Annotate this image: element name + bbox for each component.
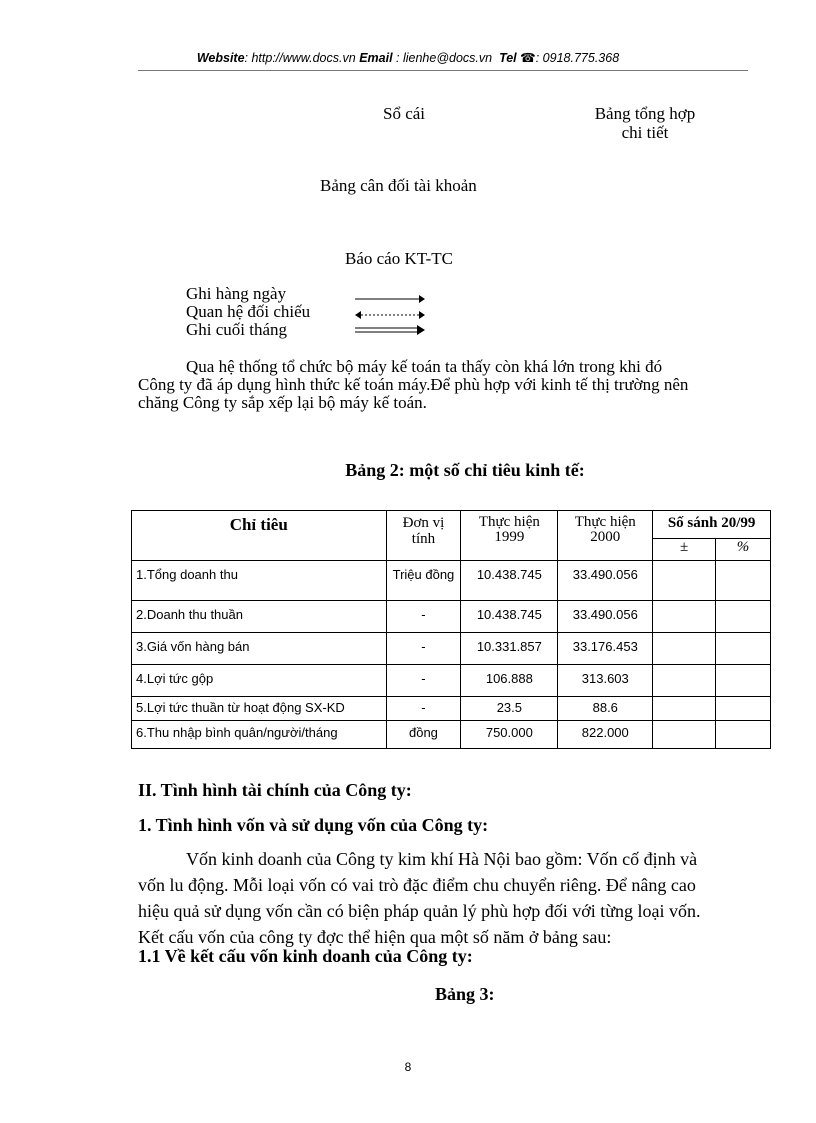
row-pct — [716, 601, 771, 633]
so-cai-label: Sổ cái — [383, 104, 426, 123]
row-unit: đồng — [386, 721, 461, 749]
bang-tong-hop-line2: chi tiết — [621, 123, 669, 142]
single-arrow-icon — [355, 292, 425, 306]
email-label: Email — [359, 51, 393, 65]
row-2000: 33.490.056 — [558, 601, 653, 633]
row-pm — [653, 697, 716, 721]
row-name: 3.Giá vốn hàng bán — [132, 633, 387, 665]
table-row — [132, 633, 771, 665]
row-pct — [716, 633, 771, 665]
capital-line-3: hiệu quả sử dụng vốn cần có biện pháp quản lý phù hợp đối với từng loại vốn. — [138, 901, 701, 921]
table-row — [132, 721, 771, 749]
capital-paragraph — [138, 846, 772, 950]
row-1999: 106.888 — [461, 665, 558, 697]
bang-tong-hop-line1: Bảng tổng hợp — [594, 104, 696, 123]
don-vi-line2: tính — [411, 531, 436, 547]
table-row — [132, 601, 771, 633]
row-pct — [716, 665, 771, 697]
legend-label-daily: Ghi hàng ngày — [186, 284, 287, 303]
row-1999: 750.000 — [461, 721, 558, 749]
row-2000: 33.176.453 — [558, 633, 653, 665]
intro-line-3: chăng Công ty sắp xếp lại bộ máy kế toán. — [138, 393, 427, 412]
table3-title: Bảng 3: — [435, 984, 495, 1004]
dotted-bidirectional-arrow-icon — [355, 308, 425, 322]
website-label: Website — [196, 51, 245, 65]
row-pct — [716, 697, 771, 721]
row-pm — [653, 633, 716, 665]
table-row — [132, 665, 771, 697]
row-unit: - — [386, 665, 461, 697]
table2-title: Bảng 2: một số chỉ tiêu kinh tế: — [345, 460, 585, 480]
row-name: 6.Thu nhập bình quân/người/tháng — [132, 721, 387, 749]
legend-label-monthly: Ghi cuối tháng — [186, 320, 288, 339]
header-divider — [138, 70, 748, 71]
economic-indicators-table — [131, 510, 771, 749]
row-2000: 33.490.056 — [558, 561, 653, 601]
row-name: 4.Lợi tức gộp — [132, 665, 387, 697]
table-row — [132, 697, 771, 721]
bang-can-doi-label: Bảng cân đối tài khoản — [320, 176, 477, 195]
subsection-1-heading: 1. Tình hình vốn và sử dụng vốn của Công ty: — [138, 815, 489, 835]
row-1999: 23.5 — [461, 697, 558, 721]
page-number: 8 — [404, 1060, 412, 1074]
row-unit: - — [386, 633, 461, 665]
col-header-don-vi — [386, 511, 461, 561]
tel-label: Tel — [499, 51, 517, 65]
col-header-1999 — [461, 511, 558, 561]
tel-value: : 0918.775.368 — [535, 51, 620, 65]
col-header-2000 — [558, 511, 653, 561]
row-pm — [653, 601, 716, 633]
bao-cao-label: Báo cáo KT-TC — [345, 249, 453, 268]
page-header — [0, 50, 816, 65]
th2000-line2: 2000 — [590, 529, 621, 545]
capital-line-1: Vốn kinh doanh của Công ty kim khí Hà Nội bao gồm: Vốn cố định và — [186, 849, 698, 869]
email-value: : lienhe@docs.vn — [396, 51, 493, 65]
row-unit: - — [386, 697, 461, 721]
col-header-so-sanh: Số sánh 20/99 — [653, 511, 771, 539]
row-unit: Triệu đồng — [386, 561, 461, 601]
row-name: 1.Tổng doanh thu — [132, 561, 387, 601]
capital-line-2: vốn lu động. Mỗi loại vốn có vai trò đặc điểm chu chuyển riêng. Để nâng cao — [138, 875, 696, 895]
th2000-line1: Thực hiện — [574, 514, 636, 530]
intro-line-2: Công ty đã áp dụng hình thức kế toán máy.Để phù hợp với kinh tế thị trường nên — [138, 375, 689, 394]
row-2000: 313.603 — [558, 665, 653, 697]
col-header-plus-minus: ± — [653, 539, 716, 561]
row-name: 2.Doanh thu thuần — [132, 601, 387, 633]
double-arrow-icon — [355, 323, 425, 337]
phone-icon: ☎ — [520, 51, 536, 65]
row-1999: 10.438.745 — [461, 601, 558, 633]
col-header-chi-tieu: Chỉ tiêu — [132, 511, 387, 561]
website-value: : http://www.docs.vn — [244, 51, 356, 65]
row-1999: 10.438.745 — [461, 561, 558, 601]
subsection-1-1-heading: 1.1 Về kết cấu vốn kinh doanh của Công ty: — [138, 946, 473, 966]
row-pm — [653, 721, 716, 749]
table-row — [132, 561, 771, 601]
bang-tong-hop-label — [560, 104, 730, 142]
th1999-line1: Thực hiện — [478, 514, 540, 530]
don-vi-line1: Đơn vị — [402, 515, 445, 531]
row-name: 5.Lợi tức thuần từ hoạt động SX-KD — [132, 697, 387, 721]
th1999-line2: 1999 — [494, 529, 525, 545]
row-2000: 88.6 — [558, 697, 653, 721]
legend-label-reconcile: Quan hệ đối chiếu — [186, 302, 311, 321]
col-header-percent: % — [716, 539, 771, 561]
row-pm — [653, 665, 716, 697]
capital-line-4: Kết cấu vốn của công ty đợc thể hiện qua một số năm ở bảng sau: — [138, 927, 612, 947]
row-1999: 10.331.857 — [461, 633, 558, 665]
row-unit: - — [386, 601, 461, 633]
intro-line-1: Qua hệ thống tổ chức bộ máy kế toán ta thấy còn khá lớn trong khi đó — [186, 357, 663, 376]
section-2-heading: II. Tình hình tài chính của Công ty: — [138, 780, 412, 800]
intro-paragraph — [138, 358, 738, 412]
row-pct — [716, 721, 771, 749]
row-pm — [653, 561, 716, 601]
row-pct — [716, 561, 771, 601]
row-2000: 822.000 — [558, 721, 653, 749]
